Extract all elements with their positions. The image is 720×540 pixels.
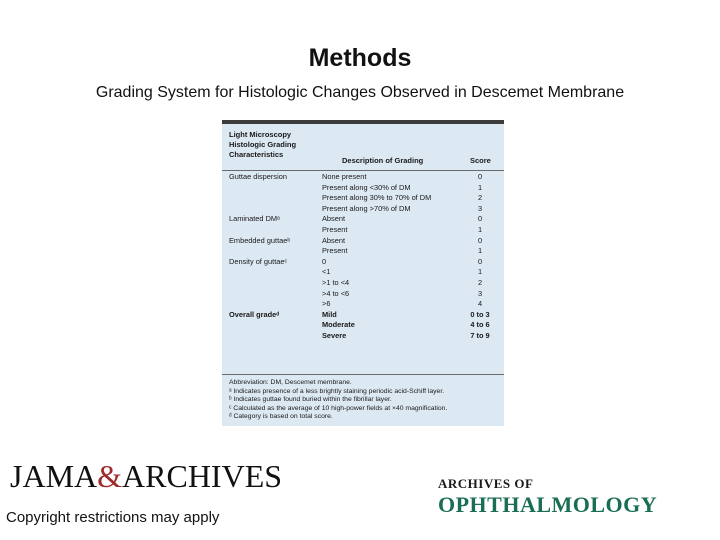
header-characteristics-line: Characteristics <box>229 150 284 159</box>
row-score: 3 <box>477 288 483 298</box>
journal-name-bottom: OPHTHALMOLOGY <box>438 492 658 517</box>
row-score: 1 <box>477 246 483 256</box>
row-characteristic: Overall gradeᵈ <box>229 309 280 319</box>
jama-archives-logo <box>10 458 282 495</box>
table-body <box>222 172 504 342</box>
header-score: Score <box>470 156 491 165</box>
footnote: ᶜ Calculated as the average of 10 high-power fields at ×40 magnification. <box>229 404 448 412</box>
table-row <box>222 236 504 247</box>
row-description: Present along >70% of DM <box>322 203 411 213</box>
row-score: 1 <box>477 267 483 277</box>
row-score: 4 to 6 <box>470 320 490 330</box>
row-characteristic: Density of guttaeᶜ <box>229 256 288 266</box>
table-row <box>222 310 504 321</box>
table-row <box>222 225 504 236</box>
table-footnotes <box>222 374 504 422</box>
row-score: 0 <box>477 256 483 266</box>
footnote: Abbreviation: DM, Descemet membrane. <box>229 379 352 386</box>
header-description: Description of Grading <box>342 156 424 165</box>
row-score: 2 <box>477 193 483 203</box>
row-description: Absent <box>322 214 346 224</box>
table-row <box>222 193 504 204</box>
header-characteristics-line: Histologic Grading <box>229 140 297 149</box>
header-characteristics <box>229 130 339 160</box>
row-description: <1 <box>322 267 331 277</box>
row-characteristic: Embedded guttaeᵇ <box>229 235 291 245</box>
row-characteristic: Laminated DMᵃ <box>229 214 280 224</box>
journal-name-top: ARCHIVES OF <box>438 476 534 491</box>
grading-table <box>222 120 504 426</box>
row-description: Present <box>322 224 348 234</box>
row-score: 0 to 3 <box>470 309 490 319</box>
row-score: 3 <box>477 203 483 213</box>
jama-logo-ampersand: & <box>97 458 123 494</box>
table-row <box>222 331 504 342</box>
row-description: Moderate <box>322 320 355 330</box>
row-score: 1 <box>477 182 483 192</box>
table-row <box>222 320 504 331</box>
table-row <box>222 214 504 225</box>
row-description: Present along <30% of DM <box>322 182 411 192</box>
copyright-notice: Copyright restrictions may apply <box>6 509 220 526</box>
row-description: Mild <box>322 309 337 319</box>
row-description: Present along 30% to 70% of DM <box>322 193 432 203</box>
row-description: None present <box>322 172 367 181</box>
table-header <box>222 130 504 171</box>
row-score: 1 <box>477 224 483 234</box>
row-description: 0 <box>322 256 327 266</box>
table-row <box>222 289 504 300</box>
row-description: Severe <box>322 330 347 340</box>
table-row <box>222 183 504 194</box>
row-characteristic: Guttae dispersion <box>229 172 287 181</box>
archives-logo-text: ARCHIVES <box>122 458 283 494</box>
slide-subtitle: Grading System for Histologic Changes Observed in Descemet Membrane <box>95 84 625 101</box>
row-score: 0 <box>477 214 483 224</box>
table-row <box>222 257 504 268</box>
row-score: 2 <box>477 277 483 287</box>
table-row <box>222 278 504 289</box>
header-characteristics-line: Light Microscopy <box>229 130 292 139</box>
slide-title: Methods <box>308 44 412 72</box>
row-score: 0 <box>477 235 483 245</box>
table-row <box>222 172 504 183</box>
row-score: 0 <box>477 172 483 181</box>
footnote: ᵃ Indicates presence of a less brightly staining periodic acid-Schiff layer. <box>229 387 445 395</box>
footnote: ᵈ Category is based on total score. <box>229 413 333 421</box>
table-row <box>222 299 504 310</box>
row-score: 7 to 9 <box>470 330 490 340</box>
row-description: >6 <box>322 299 331 309</box>
row-description: Present <box>322 246 348 256</box>
table-row <box>222 267 504 278</box>
row-description: >1 to <4 <box>322 277 350 287</box>
archives-of-ophthalmology-logo <box>438 476 708 518</box>
row-description: Absent <box>322 235 346 245</box>
table-row <box>222 204 504 215</box>
row-description: >4 to <6 <box>322 288 350 298</box>
jama-logo-text: JAMA <box>10 458 98 494</box>
row-score: 4 <box>477 299 483 309</box>
table-row <box>222 246 504 257</box>
footnote: ᵇ Indicates guttae found buried within the fibrillar layer. <box>229 396 392 404</box>
